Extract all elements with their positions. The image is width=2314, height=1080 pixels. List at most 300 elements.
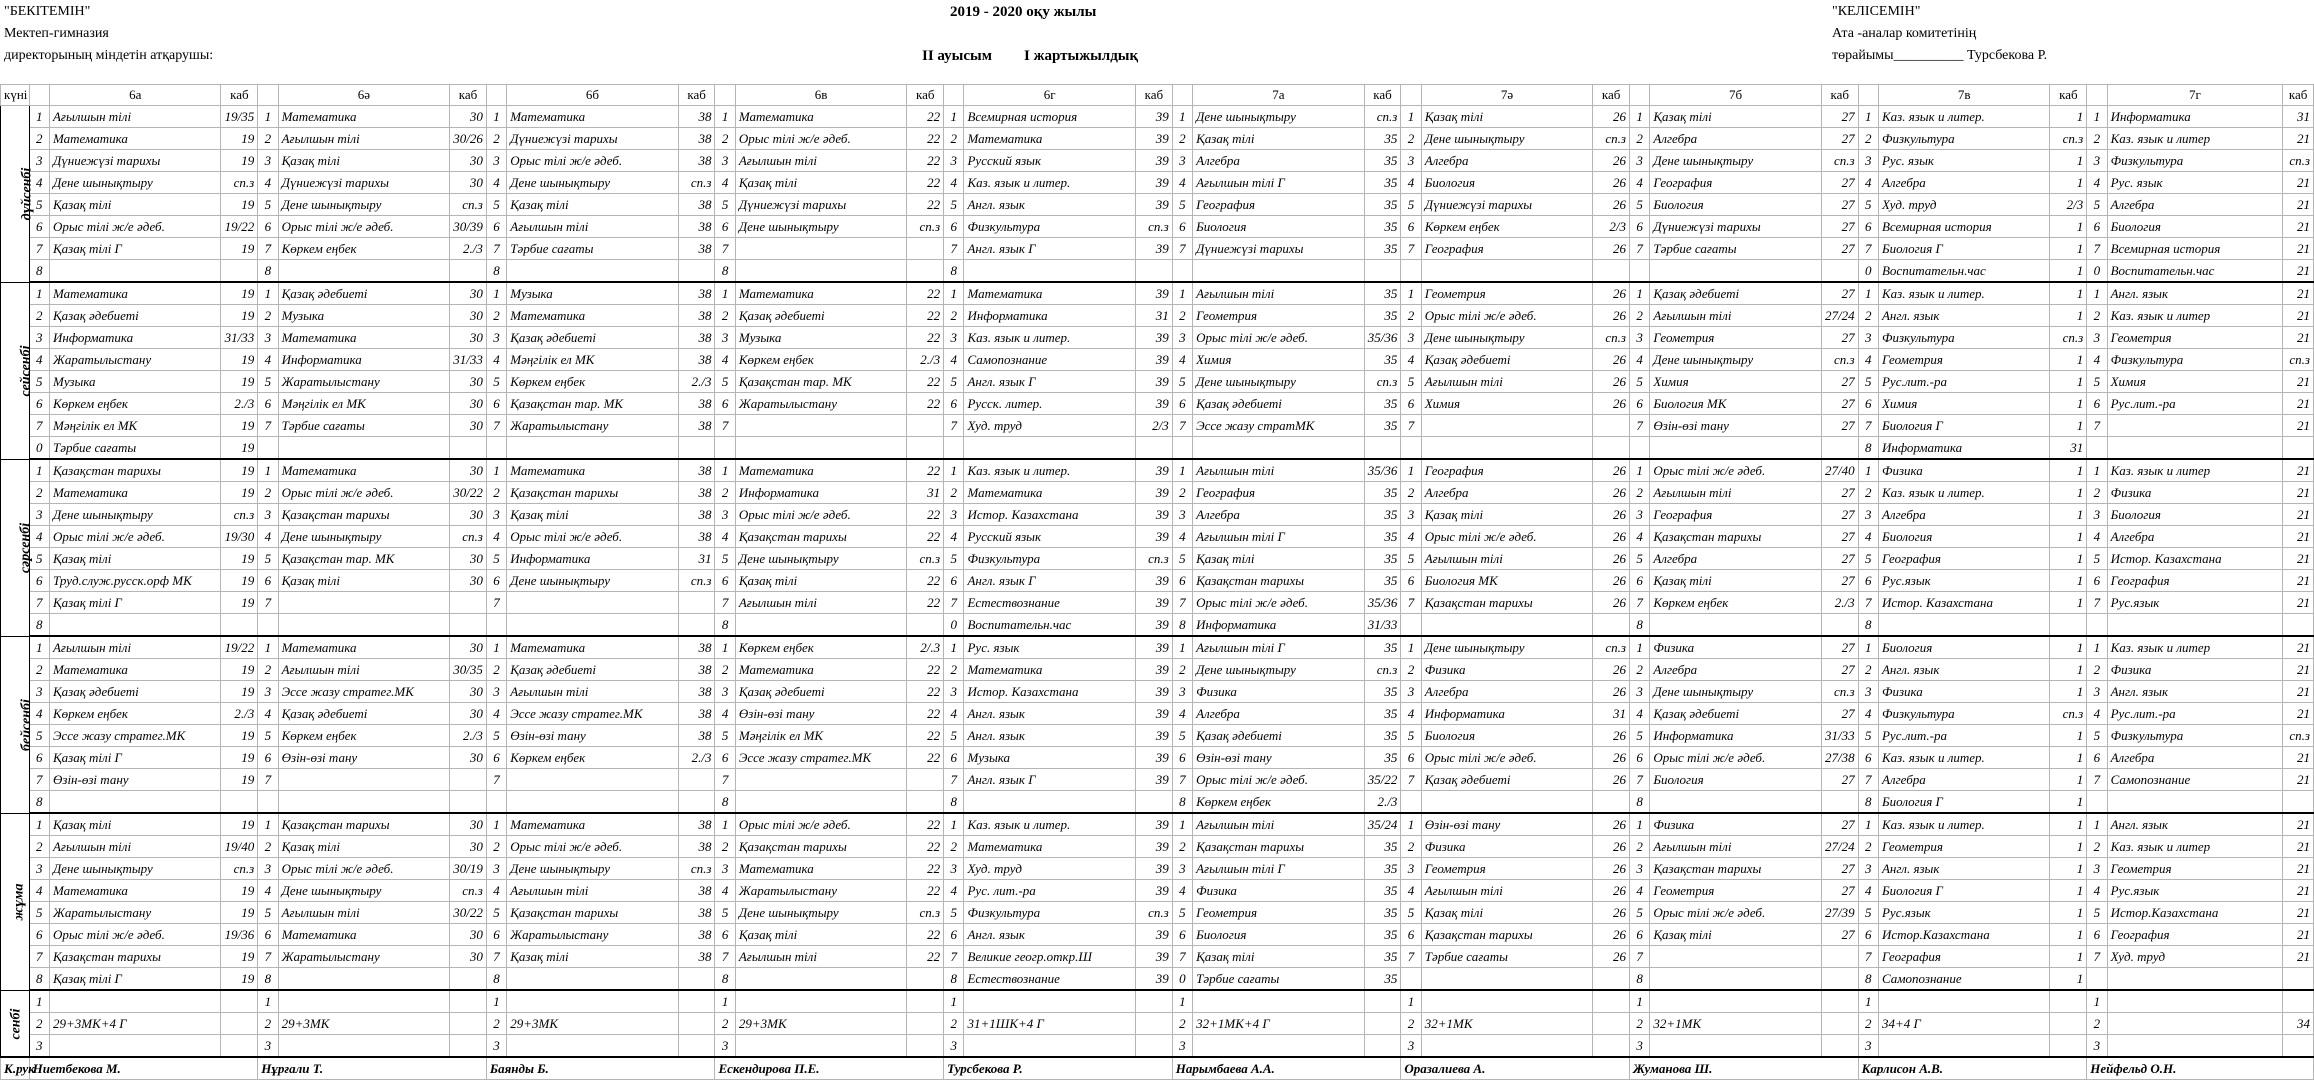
lesson-number: 7	[1172, 592, 1192, 614]
room-cell	[1593, 1013, 1630, 1035]
subject-cell	[507, 990, 678, 1013]
room-cell: 38	[678, 349, 715, 371]
room-cell: 1	[2050, 968, 2087, 991]
room-cell: 19	[221, 482, 258, 504]
subject-cell: Англ. язык	[2107, 282, 2283, 305]
lesson-number: 5	[1172, 371, 1192, 393]
subject-cell: Всемирная история	[2107, 238, 2283, 260]
lesson-row	[1, 548, 2314, 570]
room-cell	[221, 990, 258, 1013]
lesson-number: 6	[944, 216, 964, 238]
subject-cell: Каз. язык и литер.	[964, 327, 1135, 349]
class-header-row	[1, 85, 2314, 106]
lesson-number: 6	[29, 924, 49, 946]
lesson-number: 7	[715, 946, 735, 968]
lesson-number: 4	[1629, 880, 1649, 902]
subject-cell: Дене шынықтыру	[278, 194, 449, 216]
subject-cell: Орыс тілі ж/е әдеб.	[49, 924, 220, 946]
subject-cell	[2107, 990, 2283, 1013]
room-cell: 21	[2283, 902, 2314, 924]
subject-cell: Эссе жазу стратег.МК	[507, 703, 678, 725]
room-cell: 2/3	[1135, 415, 1172, 437]
room-cell: 38	[678, 924, 715, 946]
room-cell: 19	[221, 681, 258, 703]
subject-cell: 32+1МК	[1650, 1013, 1821, 1035]
lesson-number: 5	[715, 194, 735, 216]
lesson-number: 3	[486, 504, 506, 526]
subject-cell: Қазақстан тарихы	[49, 459, 220, 482]
room-cell: 19/35	[221, 106, 258, 128]
subject-cell: Орыс тілі ж/е әдеб.	[1421, 526, 1592, 548]
lesson-number: 7	[258, 415, 278, 437]
room-cell: 26	[1593, 902, 1630, 924]
subject-cell: 32+1МК+4 Г	[1193, 1013, 1364, 1035]
lesson-number: 4	[1858, 880, 1878, 902]
lesson-number: 4	[944, 880, 964, 902]
room-cell: 22	[907, 305, 944, 327]
lesson-number: 4	[715, 172, 735, 194]
room-cell	[2283, 1035, 2314, 1058]
room-cell: 26	[1593, 880, 1630, 902]
class-teacher-name: Нейфельд О.Н.	[2087, 1057, 2314, 1080]
room-cell: 38	[678, 880, 715, 902]
lesson-number: 2	[1629, 482, 1649, 504]
room-cell: 39	[1135, 526, 1172, 548]
room-cell: 22	[907, 150, 944, 172]
room-cell	[678, 968, 715, 991]
lesson-number: 3	[2087, 327, 2107, 349]
subject-cell: Қазақ тілі Г	[49, 592, 220, 614]
lesson-number: 2	[2087, 836, 2107, 858]
room-cell: 1	[2050, 880, 2087, 902]
subject-cell: Қазақ тілі	[49, 194, 220, 216]
lesson-number: 6	[1629, 924, 1649, 946]
lesson-number: 5	[29, 371, 49, 393]
lesson-number: 8	[1172, 791, 1192, 814]
lesson-number: 6	[29, 747, 49, 769]
room-cell: 27	[1821, 813, 1858, 836]
room-cell: 35	[1364, 636, 1401, 659]
lesson-number: 6	[258, 747, 278, 769]
lesson-row	[1, 504, 2314, 526]
room-cell: 22	[907, 858, 944, 880]
room-header: каб	[678, 85, 715, 106]
room-cell: 39	[1135, 659, 1172, 681]
room-cell: 22	[907, 282, 944, 305]
subject-cell: Орыс тілі ж/е әдеб.	[49, 216, 220, 238]
lesson-number: 4	[715, 349, 735, 371]
lesson-number: 7	[29, 415, 49, 437]
subject-cell	[1421, 990, 1592, 1013]
lesson-number: 6	[258, 393, 278, 415]
lesson-number: 2	[1401, 128, 1421, 150]
room-cell: 27	[1821, 194, 1858, 216]
room-cell: 39	[1135, 504, 1172, 526]
room-cell: 19	[221, 725, 258, 747]
lesson-number: 6	[1858, 924, 1878, 946]
subject-cell: Рус. язык	[964, 636, 1135, 659]
lesson-row	[1, 614, 2314, 637]
lesson-number: 3	[1629, 858, 1649, 880]
lesson-number: 4	[944, 172, 964, 194]
lesson-number: 8	[29, 260, 49, 283]
room-cell	[907, 238, 944, 260]
subject-cell: Дене шынықтыру	[735, 548, 906, 570]
subject-cell	[278, 1035, 449, 1058]
room-cell: 1	[2050, 305, 2087, 327]
subject-cell: 31+1ШК+4 Г	[964, 1013, 1135, 1035]
room-cell: 2./3	[678, 747, 715, 769]
lesson-number: 3	[1401, 681, 1421, 703]
subject-cell: Биология Г	[1878, 415, 2049, 437]
subject-cell: Дүниежүзі тарихы	[1650, 216, 1821, 238]
subject-cell	[2107, 1013, 2283, 1035]
subject-cell: Биология	[2107, 216, 2283, 238]
class-teacher-label: К.рук	[1, 1057, 30, 1080]
subject-cell: Алгебра	[1650, 548, 1821, 570]
lesson-number: 8	[715, 614, 735, 637]
subject-cell: Қазақ тілі	[278, 570, 449, 592]
room-cell: 39	[1135, 371, 1172, 393]
room-cell: сп.з	[221, 504, 258, 526]
room-cell: 38	[678, 482, 715, 504]
room-cell	[450, 1013, 487, 1035]
subject-cell: Көркем еңбек	[507, 747, 678, 769]
room-cell: сп.з	[2283, 725, 2314, 747]
room-cell: 1	[2050, 282, 2087, 305]
subject-cell: Көркем еңбек	[1650, 592, 1821, 614]
lesson-number: 2	[1401, 1013, 1421, 1035]
subject-cell: Орыс тілі ж/е әдеб.	[735, 128, 906, 150]
lesson-row	[1, 902, 2314, 924]
room-cell	[450, 791, 487, 814]
room-cell: 1	[2050, 504, 2087, 526]
room-cell: сп.з	[450, 194, 487, 216]
class-name-5: 7а	[1193, 85, 1364, 106]
subject-cell: Математика	[964, 659, 1135, 681]
lesson-number: 6	[486, 924, 506, 946]
subject-cell: Жаратылыстану	[278, 946, 449, 968]
subject-cell: География	[1878, 946, 2049, 968]
lesson-row	[1, 946, 2314, 968]
subject-cell	[1650, 260, 1821, 283]
lesson-number: 2	[2087, 482, 2107, 504]
lesson-number: 2	[1629, 1013, 1649, 1035]
subject-cell: Англ. язык Г	[964, 769, 1135, 791]
lesson-number: 6	[1172, 570, 1192, 592]
subject-cell: Қазақстан тар. МК	[735, 371, 906, 393]
room-cell: 27	[1821, 880, 1858, 902]
room-cell: 30	[450, 570, 487, 592]
lesson-number: 2	[1172, 482, 1192, 504]
subject-cell: Жаратылыстану	[735, 393, 906, 415]
room-cell: 26	[1593, 504, 1630, 526]
subject-cell: География	[1650, 504, 1821, 526]
subject-cell: Дүниежүзі тарихы	[1421, 194, 1592, 216]
lesson-number: 7	[1401, 238, 1421, 260]
room-cell: 39	[1135, 282, 1172, 305]
room-cell: 27	[1821, 371, 1858, 393]
subject-cell	[735, 1035, 906, 1058]
room-cell: 26	[1593, 194, 1630, 216]
subject-cell: Информатика	[1650, 725, 1821, 747]
lesson-number: 2	[1172, 836, 1192, 858]
room-cell	[678, 769, 715, 791]
subject-cell: Қазақ тілі	[278, 836, 449, 858]
subject-cell: Информатика	[49, 327, 220, 349]
room-cell: 35	[1364, 504, 1401, 526]
room-cell: 30	[450, 548, 487, 570]
lesson-number: 1	[1401, 459, 1421, 482]
lesson-number: 1	[486, 990, 506, 1013]
lesson-number: 8	[944, 791, 964, 814]
lesson-number: 3	[258, 1035, 278, 1058]
lesson-number: 4	[258, 526, 278, 548]
room-header: каб	[1593, 85, 1630, 106]
lesson-row	[1, 725, 2314, 747]
lesson-number: 1	[486, 813, 506, 836]
room-cell: 31/33	[1821, 725, 1858, 747]
room-cell: 26	[1593, 371, 1630, 393]
lesson-number: 2	[1858, 1013, 1878, 1035]
lesson-row	[1, 1013, 2314, 1035]
room-cell: 27	[1821, 924, 1858, 946]
subject-cell: Геометрия	[1193, 305, 1364, 327]
lesson-number: 7	[258, 769, 278, 791]
lesson-number: 5	[944, 194, 964, 216]
room-cell: 39	[1135, 725, 1172, 747]
subject-cell: Информатика	[735, 482, 906, 504]
subject-cell: Дүниежүзі тарихы	[735, 194, 906, 216]
room-cell	[1821, 946, 1858, 968]
lesson-number: 5	[1629, 548, 1649, 570]
subject-cell: Қазақстан тарихы	[1421, 592, 1592, 614]
subject-cell: Мәңгілік ел МК	[507, 349, 678, 371]
lesson-row	[1, 526, 2314, 548]
subject-cell: Қазақстан тарихы	[507, 902, 678, 924]
lesson-number: 7	[715, 238, 735, 260]
lesson-number: 1	[1172, 990, 1192, 1013]
subject-cell: Көркем еңбек	[1421, 216, 1592, 238]
room-cell	[1593, 260, 1630, 283]
subject-cell	[278, 990, 449, 1013]
subject-cell: Көркем еңбек	[49, 703, 220, 725]
lesson-number: 3	[1858, 150, 1878, 172]
subject-cell	[1421, 415, 1592, 437]
room-cell: 22	[907, 570, 944, 592]
lesson-number: 4	[1401, 172, 1421, 194]
shift-label: II ауысым	[922, 48, 992, 64]
lesson-number: 3	[1858, 858, 1878, 880]
subject-cell	[507, 791, 678, 814]
subject-cell: Қазақ әдебиеті	[1193, 725, 1364, 747]
room-cell: 2/3	[2050, 194, 2087, 216]
lesson-row	[1, 636, 2314, 659]
lesson-number: 3	[1172, 1035, 1192, 1058]
lesson-row	[1, 924, 2314, 946]
room-cell: 38	[678, 327, 715, 349]
subject-cell: Математика	[278, 106, 449, 128]
lesson-number: 4	[1401, 526, 1421, 548]
subject-cell: Физика	[1878, 681, 2049, 703]
subject-cell: Дене шынықтыру	[1421, 327, 1592, 349]
room-cell: 2./3	[450, 725, 487, 747]
lesson-number: 5	[1858, 902, 1878, 924]
class-name-0: 6а	[49, 85, 220, 106]
subject-cell: Физкультура	[964, 548, 1135, 570]
lesson-number: 2	[486, 1013, 506, 1035]
lesson-number: 0	[2087, 260, 2107, 283]
lesson-number: 7	[1172, 946, 1192, 968]
room-cell	[1135, 1035, 1172, 1058]
subject-cell: Геометрия	[1421, 858, 1592, 880]
lesson-number: 5	[1401, 902, 1421, 924]
lesson-number: 5	[715, 548, 735, 570]
room-cell: 27/39	[1821, 902, 1858, 924]
room-cell: 21	[2283, 371, 2314, 393]
lesson-number: 6	[486, 393, 506, 415]
room-cell	[1135, 990, 1172, 1013]
subject-cell: Қазақ тілі Г	[49, 747, 220, 769]
lesson-row	[1, 327, 2314, 349]
subject-cell: Англ. язык	[2107, 681, 2283, 703]
lesson-number: 5	[1858, 371, 1878, 393]
subject-cell: Дене шынықтыру	[1421, 128, 1592, 150]
lesson-number: 4	[1401, 880, 1421, 902]
subject-cell: Өзін-өзі тану	[1193, 747, 1364, 769]
subject-cell: Алгебра	[1878, 504, 2049, 526]
subject-cell: Рус.лит.-ра	[1878, 725, 2049, 747]
room-cell: 19	[221, 769, 258, 791]
room-cell: 21	[2283, 592, 2314, 614]
lesson-number	[944, 437, 964, 460]
room-cell: сп.з	[2050, 327, 2087, 349]
lesson-number	[1172, 260, 1192, 283]
lesson-number: 1	[2087, 459, 2107, 482]
lesson-number: 4	[486, 880, 506, 902]
lesson-number: 8	[1858, 614, 1878, 637]
room-cell	[221, 1035, 258, 1058]
lesson-number: 6	[715, 393, 735, 415]
lesson-number: 5	[1172, 548, 1192, 570]
subject-cell	[49, 1035, 220, 1058]
subject-cell	[964, 260, 1135, 283]
subject-cell: Қазақ әдебиеті	[507, 327, 678, 349]
subject-cell: Дене шынықтыру	[278, 526, 449, 548]
lesson-number: 1	[258, 459, 278, 482]
room-cell: 22	[907, 681, 944, 703]
subject-cell: Қазақ тілі	[507, 946, 678, 968]
lesson-number: 5	[258, 548, 278, 570]
lesson-number: 2	[1172, 305, 1192, 327]
room-cell	[2283, 968, 2314, 991]
room-cell: 35	[1364, 968, 1401, 991]
subject-cell: Ағылшын тілі	[1421, 548, 1592, 570]
lesson-row	[1, 260, 2314, 283]
subject-cell: Музыка	[735, 327, 906, 349]
subject-cell: Физкультура	[1878, 703, 2049, 725]
lesson-number: 4	[715, 880, 735, 902]
lesson-row	[1, 371, 2314, 393]
lesson-number: 1	[715, 459, 735, 482]
subject-cell	[507, 437, 678, 460]
lesson-number: 2	[1172, 1013, 1192, 1035]
lesson-number: 2	[486, 659, 506, 681]
room-cell: 21	[2283, 769, 2314, 791]
subject-cell: Русский язык	[964, 150, 1135, 172]
room-cell: 30	[450, 106, 487, 128]
subject-cell: Дене шынықтыру	[1421, 636, 1592, 659]
subject-cell: Рус.лит.-ра	[1878, 371, 2049, 393]
room-cell	[1821, 791, 1858, 814]
lesson-number: 5	[2087, 371, 2107, 393]
lesson-number: 4	[1401, 349, 1421, 371]
subject-cell	[1421, 437, 1592, 460]
subject-cell: Математика	[507, 459, 678, 482]
subject-cell	[1421, 1035, 1592, 1058]
room-cell: сп.з	[2283, 150, 2314, 172]
lesson-number: 3	[944, 150, 964, 172]
subject-cell: Өзін-өзі тану	[49, 769, 220, 791]
lesson-number: 7	[2087, 946, 2107, 968]
subject-cell: География	[1650, 172, 1821, 194]
lesson-number: 6	[1401, 570, 1421, 592]
lesson-number: 7	[2087, 415, 2107, 437]
subject-cell: Каз. язык и литер	[2107, 128, 2283, 150]
subject-cell: Естествознание	[964, 592, 1135, 614]
room-cell: 38	[678, 305, 715, 327]
room-cell: 39	[1135, 570, 1172, 592]
room-cell: сп.з	[2050, 703, 2087, 725]
subject-cell: Көркем еңбек	[507, 371, 678, 393]
subject-cell: Алгебра	[1421, 150, 1592, 172]
room-cell: 35/36	[1364, 327, 1401, 349]
subject-cell: Истор.Казахстана	[2107, 902, 2283, 924]
lesson-number: 5	[1172, 725, 1192, 747]
subject-cell: Ағылшын тілі	[1193, 459, 1364, 482]
room-cell: 1	[2050, 106, 2087, 128]
subject-cell	[278, 437, 449, 460]
subject-cell: Ағылшын тілі Г	[1193, 636, 1364, 659]
subject-cell	[1193, 437, 1364, 460]
subject-cell: Жаратылыстану	[507, 415, 678, 437]
subject-cell	[735, 990, 906, 1013]
room-cell: 27	[1821, 415, 1858, 437]
subject-cell: Математика	[964, 836, 1135, 858]
subject-cell: Рус. лит.-ра	[964, 880, 1135, 902]
subject-cell: Химия	[1193, 349, 1364, 371]
lesson-number: 1	[1858, 282, 1878, 305]
subject-cell: Каз. язык и литер.	[964, 172, 1135, 194]
room-cell: 35	[1364, 216, 1401, 238]
lesson-number: 0	[1172, 968, 1192, 991]
lesson-number: 6	[1401, 924, 1421, 946]
room-cell: 22	[907, 880, 944, 902]
subject-cell: Биология	[1650, 194, 1821, 216]
lesson-number: 2	[258, 305, 278, 327]
lesson-number: 1	[1858, 106, 1878, 128]
room-cell: 38	[678, 836, 715, 858]
lesson-number: 7	[1172, 415, 1192, 437]
subject-cell	[278, 614, 449, 637]
lesson-number: 7	[715, 769, 735, 791]
room-cell: 26	[1593, 570, 1630, 592]
room-cell	[450, 592, 487, 614]
room-cell: 38	[678, 106, 715, 128]
lesson-number: 3	[29, 681, 49, 703]
subject-cell: Ағылшын тілі	[1650, 482, 1821, 504]
lesson-number: 7	[715, 415, 735, 437]
